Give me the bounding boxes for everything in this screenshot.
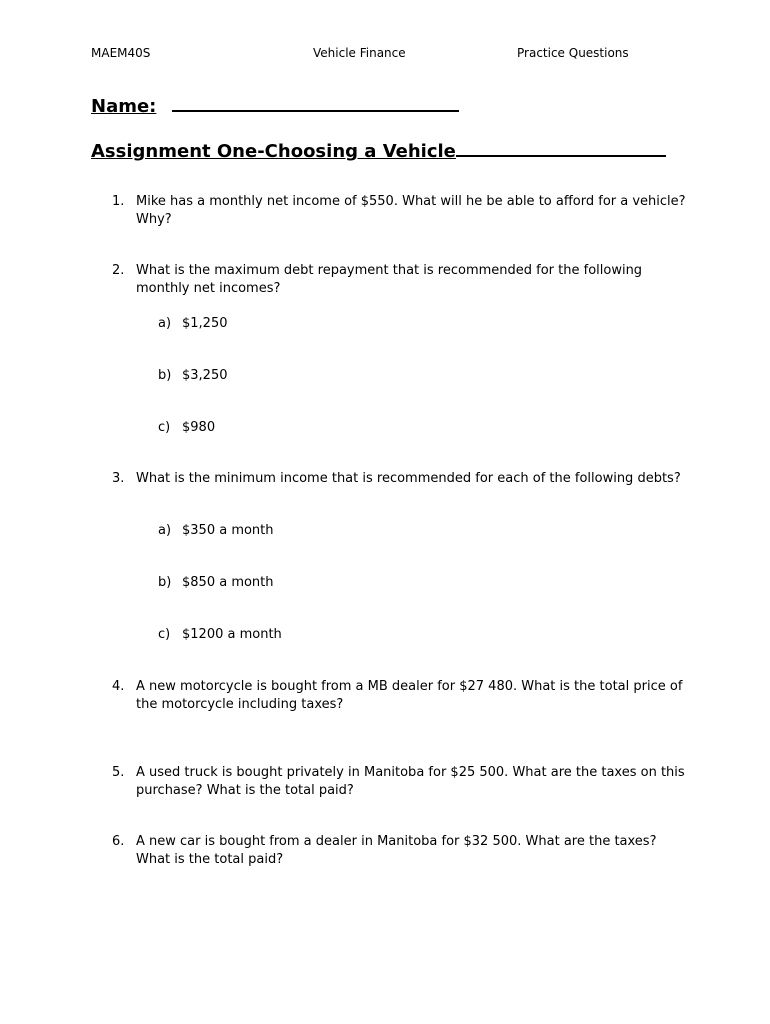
part-text: $1200 a month bbox=[182, 627, 282, 642]
name-label: Name: bbox=[91, 96, 157, 117]
part-letter: a) bbox=[158, 523, 172, 538]
name-field bbox=[91, 92, 459, 117]
part-letter: a) bbox=[158, 316, 172, 331]
question-number: 5. bbox=[112, 765, 125, 780]
question-text: A new car is bought from a dealer in Manitoba for $32 500. What are the taxes? What is the total paid? bbox=[136, 834, 657, 867]
part-text: $850 a month bbox=[182, 575, 274, 590]
part-letter: b) bbox=[158, 575, 172, 590]
part-letter: b) bbox=[158, 368, 172, 383]
question-1 bbox=[112, 193, 692, 229]
question-4 bbox=[112, 678, 692, 714]
question-3-part-b bbox=[158, 574, 274, 592]
question-text: What is the maximum debt repayment that is recommended for the following monthly net incomes? bbox=[136, 263, 643, 296]
question-number: 1. bbox=[112, 194, 125, 209]
question-6 bbox=[112, 833, 692, 869]
name-blank-line[interactable] bbox=[172, 92, 459, 112]
header-course: MAEM40S bbox=[91, 46, 151, 60]
part-letter: c) bbox=[158, 627, 171, 642]
part-text: $350 a month bbox=[182, 523, 274, 538]
part-text: $3,250 bbox=[182, 368, 228, 383]
question-3-part-c bbox=[158, 626, 282, 644]
question-text: A used truck is bought privately in Manitoba for $25 500. What are the taxes on this purchase? What is the total paid? bbox=[136, 765, 685, 798]
question-5 bbox=[112, 764, 692, 800]
question-text: Mike has a monthly net income of $550. What will he be able to afford for a vehicle? Why? bbox=[136, 194, 686, 227]
assignment-title-text: Assignment One-Choosing a Vehicle bbox=[91, 141, 456, 162]
question-2-part-a bbox=[158, 315, 228, 333]
part-text: $1,250 bbox=[182, 316, 228, 331]
part-text: $980 bbox=[182, 420, 216, 435]
header-type: Practice Questions bbox=[517, 46, 629, 60]
question-number: 3. bbox=[112, 471, 125, 486]
question-number: 6. bbox=[112, 834, 125, 849]
question-number: 4. bbox=[112, 679, 125, 694]
assignment-blank-line bbox=[456, 137, 666, 157]
question-text: What is the minimum income that is recommended for each of the following debts? bbox=[136, 471, 681, 486]
question-3-part-a bbox=[158, 522, 274, 540]
question-3 bbox=[112, 470, 692, 488]
question-number: 2. bbox=[112, 263, 125, 278]
question-2 bbox=[112, 262, 692, 298]
header-topic: Vehicle Finance bbox=[313, 46, 406, 60]
question-2-part-b bbox=[158, 367, 228, 385]
assignment-title bbox=[91, 137, 666, 162]
part-letter: c) bbox=[158, 420, 171, 435]
question-2-part-c bbox=[158, 419, 215, 437]
question-text: A new motorcycle is bought from a MB dealer for $27 480. What is the total price of the motorcycle including taxes? bbox=[136, 679, 683, 712]
